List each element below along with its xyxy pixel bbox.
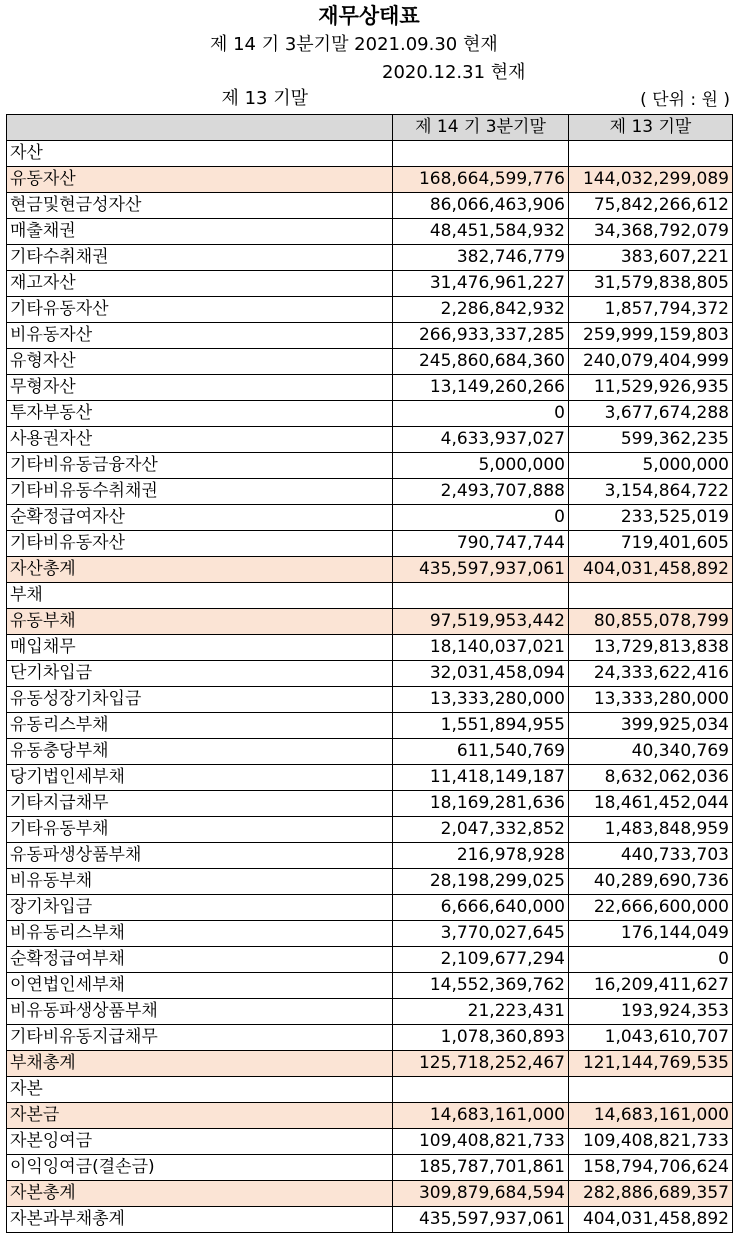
table-row <box>7 661 733 687</box>
period-prior-line <box>210 60 526 109</box>
prior-period-value: 383,607,221 <box>569 245 733 271</box>
prior-period-value: 144,032,299,089 <box>569 167 733 193</box>
current-period-value: 2,286,842,932 <box>393 297 569 323</box>
account-label: 재고자산 <box>7 271 393 297</box>
table-row <box>7 167 733 193</box>
table-row <box>7 869 733 895</box>
account-label: 비유동부채 <box>7 869 393 895</box>
prior-period-value: 599,362,235 <box>569 427 733 453</box>
table-header-row <box>7 115 733 141</box>
current-period-value: 6,666,640,000 <box>393 895 569 921</box>
balance-sheet-body <box>7 115 733 1233</box>
account-label: 부채 <box>7 583 393 609</box>
table-row <box>7 1103 733 1129</box>
prior-period-value: 75,842,266,612 <box>569 193 733 219</box>
account-label: 순확정급여부채 <box>7 947 393 973</box>
prior-period-value: 399,925,034 <box>569 713 733 739</box>
account-label: 비유동리스부채 <box>7 921 393 947</box>
current-period-value <box>393 583 569 609</box>
table-row <box>7 1051 733 1077</box>
table-row <box>7 765 733 791</box>
current-period-value: 14,552,369,762 <box>393 973 569 999</box>
unit-label: ( 단위 : 원 ) <box>640 90 730 110</box>
prior-period-value <box>569 1077 733 1103</box>
current-period-value: 18,169,281,636 <box>393 791 569 817</box>
period-prior-date: 2020.12.31 현재 <box>382 62 526 83</box>
current-period-value: 0 <box>393 401 569 427</box>
prior-period-value: 109,408,821,733 <box>569 1129 733 1155</box>
table-row <box>7 349 733 375</box>
table-row <box>7 999 733 1025</box>
prior-period-value: 0 <box>569 947 733 973</box>
table-row <box>7 947 733 973</box>
table-row <box>7 427 733 453</box>
current-period-value: 216,978,928 <box>393 843 569 869</box>
account-label: 자본 <box>7 1077 393 1103</box>
prior-period-value: 40,340,769 <box>569 739 733 765</box>
prior-period-value: 121,144,769,535 <box>569 1051 733 1077</box>
prior-period-value: 22,666,600,000 <box>569 895 733 921</box>
table-row <box>7 817 733 843</box>
current-period-value: 0 <box>393 505 569 531</box>
prior-period-value: 719,401,605 <box>569 531 733 557</box>
account-label: 자본잉여금 <box>7 1129 393 1155</box>
table-row <box>7 921 733 947</box>
document-title: 재무상태표 <box>318 4 420 28</box>
prior-period-value: 259,999,159,803 <box>569 323 733 349</box>
account-label: 기타유동자산 <box>7 297 393 323</box>
account-label: 이익잉여금(결손금) <box>7 1155 393 1181</box>
account-label: 부채총계 <box>7 1051 393 1077</box>
current-period-value: 31,476,961,227 <box>393 271 569 297</box>
prior-period-value <box>569 583 733 609</box>
account-label: 매출채권 <box>7 219 393 245</box>
table-row <box>7 245 733 271</box>
header-current-period: 제 14 기 3분기말 <box>393 115 569 141</box>
account-label: 무형자산 <box>7 375 393 401</box>
table-row <box>7 479 733 505</box>
current-period-value: 48,451,584,932 <box>393 219 569 245</box>
prior-period-value <box>569 141 733 167</box>
account-label: 투자부동산 <box>7 401 393 427</box>
table-row <box>7 583 733 609</box>
prior-period-value: 5,000,000 <box>569 453 733 479</box>
prior-period-value: 176,144,049 <box>569 921 733 947</box>
prior-period-value: 1,483,848,959 <box>569 817 733 843</box>
table-row <box>7 1207 733 1233</box>
prior-period-value: 40,289,690,736 <box>569 869 733 895</box>
current-period-value: 185,787,701,861 <box>393 1155 569 1181</box>
account-label: 단기차입금 <box>7 661 393 687</box>
account-label: 자산총계 <box>7 557 393 583</box>
table-row <box>7 1155 733 1181</box>
current-period-value: 266,933,337,285 <box>393 323 569 349</box>
account-label: 매입채무 <box>7 635 393 661</box>
current-period-value: 109,408,821,733 <box>393 1129 569 1155</box>
prior-period-value: 34,368,792,079 <box>569 219 733 245</box>
current-period-value: 18,140,037,021 <box>393 635 569 661</box>
current-period-value: 309,879,684,594 <box>393 1181 569 1207</box>
prior-period-value: 233,525,019 <box>569 505 733 531</box>
current-period-value: 5,000,000 <box>393 453 569 479</box>
account-label: 유동성장기차입금 <box>7 687 393 713</box>
account-label: 유동자산 <box>7 167 393 193</box>
current-period-value: 32,031,458,094 <box>393 661 569 687</box>
current-period-value: 790,747,744 <box>393 531 569 557</box>
prior-period-value: 440,733,703 <box>569 843 733 869</box>
account-label: 자본총계 <box>7 1181 393 1207</box>
current-period-value: 1,078,360,893 <box>393 1025 569 1051</box>
table-row <box>7 1181 733 1207</box>
current-period-value: 28,198,299,025 <box>393 869 569 895</box>
current-period-value: 125,718,252,467 <box>393 1051 569 1077</box>
table-row <box>7 557 733 583</box>
prior-period-value: 1,043,610,707 <box>569 1025 733 1051</box>
table-row <box>7 141 733 167</box>
prior-period-value: 1,857,794,372 <box>569 297 733 323</box>
header-prior-period: 제 13 기말 <box>569 115 733 141</box>
prior-period-value: 240,079,404,999 <box>569 349 733 375</box>
prior-period-value: 158,794,706,624 <box>569 1155 733 1181</box>
account-label: 기타지급채무 <box>7 791 393 817</box>
account-label: 자본금 <box>7 1103 393 1129</box>
table-row <box>7 531 733 557</box>
account-label: 비유동파생상품부채 <box>7 999 393 1025</box>
current-period-value: 245,860,684,360 <box>393 349 569 375</box>
table-row <box>7 635 733 661</box>
prior-period-value: 404,031,458,892 <box>569 557 733 583</box>
current-period-value: 2,493,707,888 <box>393 479 569 505</box>
prior-period-value: 16,209,411,627 <box>569 973 733 999</box>
prior-period-value: 14,683,161,000 <box>569 1103 733 1129</box>
balance-sheet-table <box>6 114 733 1233</box>
account-label: 기타수취채권 <box>7 245 393 271</box>
prior-period-value: 282,886,689,357 <box>569 1181 733 1207</box>
table-row <box>7 401 733 427</box>
current-period-value: 97,519,953,442 <box>393 609 569 635</box>
account-label: 순확정급여자산 <box>7 505 393 531</box>
prior-period-value: 18,461,452,044 <box>569 791 733 817</box>
account-label: 기타유동부채 <box>7 817 393 843</box>
table-row <box>7 1025 733 1051</box>
current-period-value: 3,770,027,645 <box>393 921 569 947</box>
account-label: 유동충당부채 <box>7 739 393 765</box>
current-period-value: 13,333,280,000 <box>393 687 569 713</box>
account-label: 기타비유동지급채무 <box>7 1025 393 1051</box>
current-period-value <box>393 141 569 167</box>
current-period-value: 611,540,769 <box>393 739 569 765</box>
account-label: 자산 <box>7 141 393 167</box>
account-label: 사용권자산 <box>7 427 393 453</box>
table-row <box>7 219 733 245</box>
account-label: 기타비유동수취채권 <box>7 479 393 505</box>
current-period-value <box>393 1077 569 1103</box>
prior-period-value: 8,632,062,036 <box>569 765 733 791</box>
prior-period-value: 3,154,864,722 <box>569 479 733 505</box>
table-row <box>7 453 733 479</box>
table-row <box>7 895 733 921</box>
current-period-value: 4,633,937,027 <box>393 427 569 453</box>
prior-period-value: 3,677,674,288 <box>569 401 733 427</box>
current-period-value: 13,149,260,266 <box>393 375 569 401</box>
table-row <box>7 1077 733 1103</box>
current-period-value: 11,418,149,187 <box>393 765 569 791</box>
prior-period-value: 13,333,280,000 <box>569 687 733 713</box>
account-label: 자본과부채총계 <box>7 1207 393 1233</box>
account-label: 장기차입금 <box>7 895 393 921</box>
account-label: 기타비유동자산 <box>7 531 393 557</box>
table-row <box>7 791 733 817</box>
period-prior-label: 제 13 기말 <box>221 88 308 109</box>
account-label: 유동파생상품부채 <box>7 843 393 869</box>
table-row <box>7 609 733 635</box>
current-period-value: 2,109,677,294 <box>393 947 569 973</box>
account-label: 이연법인세부채 <box>7 973 393 999</box>
current-period-value: 168,664,599,776 <box>393 167 569 193</box>
table-row <box>7 297 733 323</box>
account-label: 비유동자산 <box>7 323 393 349</box>
table-row <box>7 505 733 531</box>
current-period-value: 435,597,937,061 <box>393 1207 569 1233</box>
table-row <box>7 687 733 713</box>
account-label: 유동부채 <box>7 609 393 635</box>
table-row <box>7 193 733 219</box>
prior-period-value: 193,924,353 <box>569 999 733 1025</box>
current-period-value: 1,551,894,955 <box>393 713 569 739</box>
current-period-value: 382,746,779 <box>393 245 569 271</box>
account-label: 기타비유동금융자산 <box>7 453 393 479</box>
prior-period-value: 31,579,838,805 <box>569 271 733 297</box>
current-period-value: 2,047,332,852 <box>393 817 569 843</box>
prior-period-value: 13,729,813,838 <box>569 635 733 661</box>
period-current-label: 제 14 기 3분기말 2021.09.30 현재 <box>210 34 498 55</box>
table-row <box>7 375 733 401</box>
table-row <box>7 739 733 765</box>
prior-period-value: 80,855,078,799 <box>569 609 733 635</box>
current-period-value: 435,597,937,061 <box>393 557 569 583</box>
prior-period-value: 24,333,622,416 <box>569 661 733 687</box>
prior-period-value: 404,031,458,892 <box>569 1207 733 1233</box>
header-account <box>7 115 393 141</box>
table-row <box>7 713 733 739</box>
account-label: 유형자산 <box>7 349 393 375</box>
current-period-value: 21,223,431 <box>393 999 569 1025</box>
account-label: 현금및현금성자산 <box>7 193 393 219</box>
table-row <box>7 323 733 349</box>
current-period-value: 14,683,161,000 <box>393 1103 569 1129</box>
account-label: 유동리스부채 <box>7 713 393 739</box>
table-row <box>7 271 733 297</box>
account-label: 당기법인세부채 <box>7 765 393 791</box>
current-period-value: 86,066,463,906 <box>393 193 569 219</box>
table-row <box>7 973 733 999</box>
prior-period-value: 11,529,926,935 <box>569 375 733 401</box>
table-row <box>7 843 733 869</box>
table-row <box>7 1129 733 1155</box>
